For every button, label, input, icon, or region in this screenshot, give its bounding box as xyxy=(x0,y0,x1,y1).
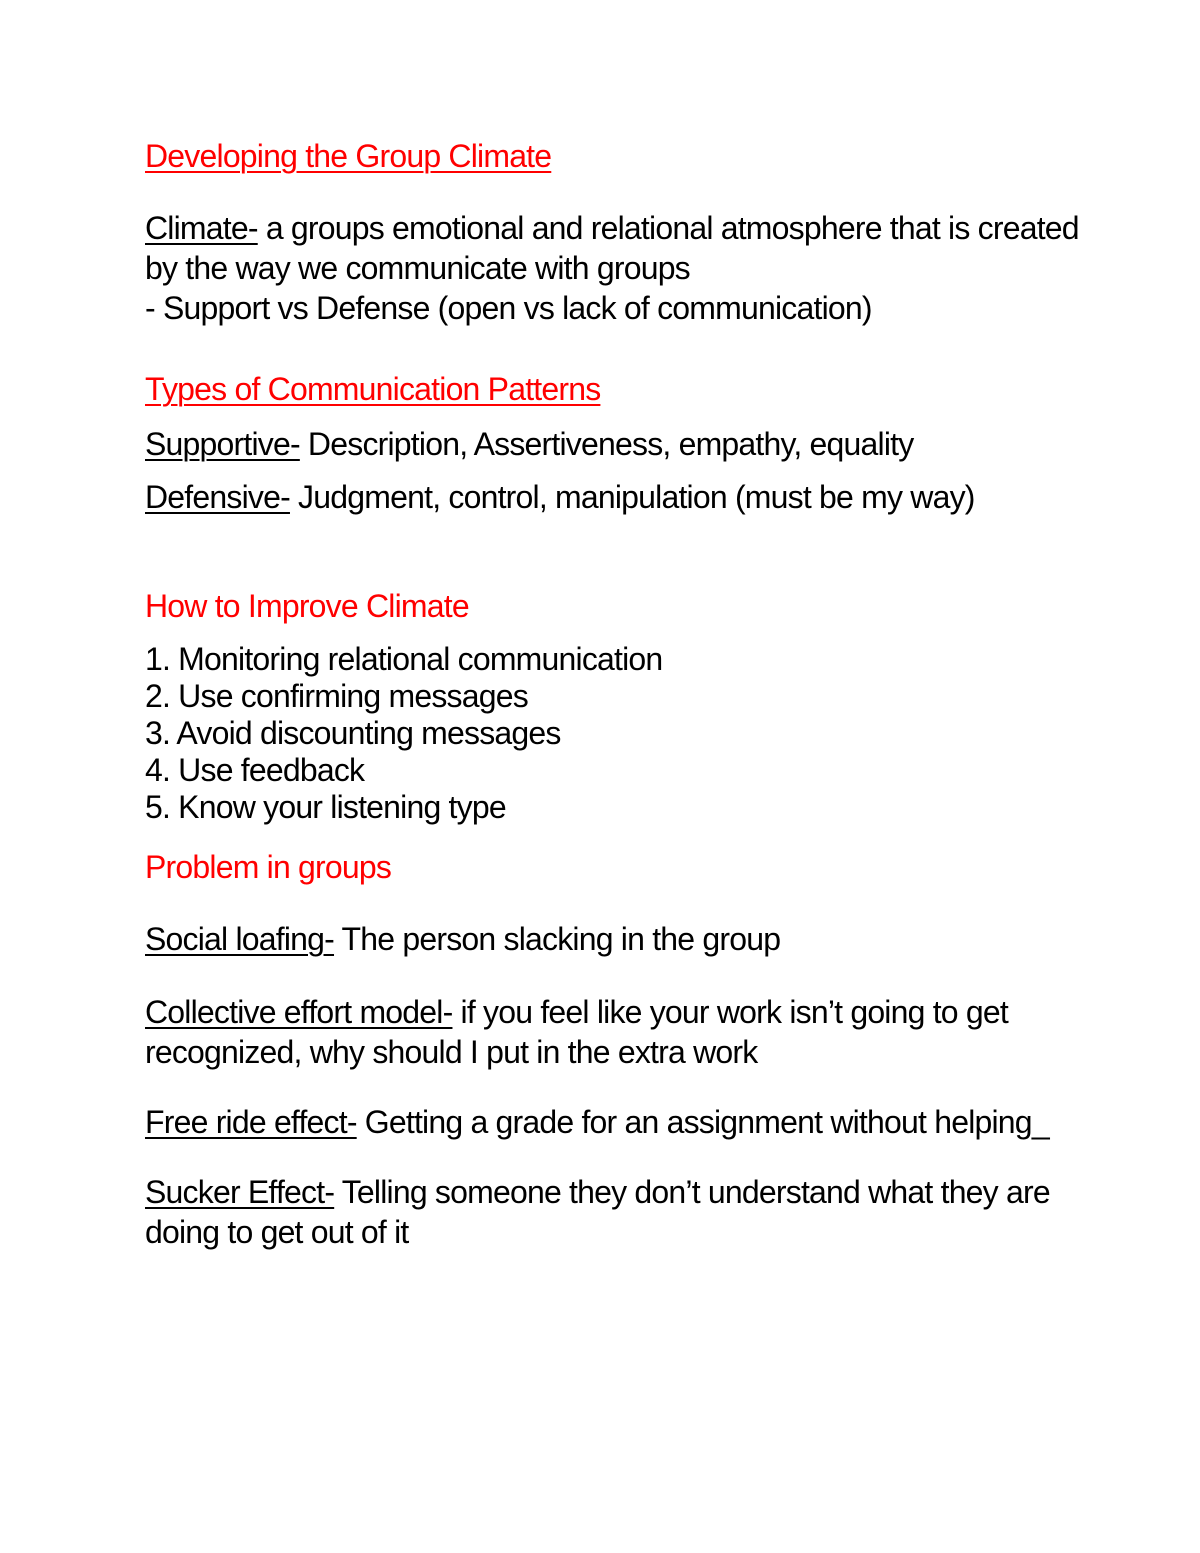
defensive-term: Defensive- xyxy=(145,479,290,515)
improve-list-item-2: 2. Use confirming messages xyxy=(145,678,528,714)
supportive-term: Supportive- xyxy=(145,426,300,462)
free-ride-text: Getting a grade for an assignment without helping xyxy=(356,1104,1032,1140)
free-ride-term: Free ride effect- xyxy=(145,1104,357,1140)
social-loafing-text: The person slacking in the group xyxy=(334,921,781,957)
defensive-definition xyxy=(145,477,1090,517)
free-ride-underscore-mark: _ xyxy=(1031,1104,1049,1140)
collective-effort-text: if you feel like your work isn’t going to get recognized, why should I put in the extra work xyxy=(145,994,1008,1070)
improve-list xyxy=(145,641,1090,826)
defensive-text: Judgment, control, manipulation (must be my way) xyxy=(289,479,975,515)
improve-list-item-1: 1. Monitoring relational communication xyxy=(145,641,663,677)
free-ride-definition xyxy=(145,1102,1090,1142)
climate-subline: - Support vs Defense (open vs lack of communication) xyxy=(145,290,872,326)
improve-heading: How to Improve Climate xyxy=(145,588,469,624)
sucker-effect-definition xyxy=(145,1172,1090,1252)
collective-effort-term: Collective effort model- xyxy=(145,994,453,1030)
improve-list-item-3: 3. Avoid discounting messages xyxy=(145,715,561,751)
doc-title: Developing the Group Climate xyxy=(145,138,552,174)
climate-text: a groups emotional and relational atmosphere that is created by the way we communicate with groups xyxy=(145,210,1079,286)
social-loafing-definition xyxy=(145,919,1090,959)
patterns-heading: Types of Communication Patterns xyxy=(145,371,601,407)
climate-term: Climate- xyxy=(145,210,258,246)
supportive-definition xyxy=(145,424,1090,464)
improve-list-item-4: 4. Use feedback xyxy=(145,752,365,788)
climate-definition xyxy=(145,208,1090,328)
supportive-text: Description, Assertiveness, empathy, equality xyxy=(299,426,914,462)
sucker-effect-term: Sucker Effect- xyxy=(145,1174,335,1210)
climate-definition-line xyxy=(145,208,1090,288)
social-loafing-term: Social loafing- xyxy=(145,921,335,957)
collective-effort-definition xyxy=(145,992,1090,1072)
improve-list-item-5: 5. Know your listening type xyxy=(145,789,506,825)
sucker-effect-text: Telling someone they don’t understand what they are doing to get out of it xyxy=(145,1174,1050,1250)
problems-heading: Problem in groups xyxy=(145,849,392,885)
